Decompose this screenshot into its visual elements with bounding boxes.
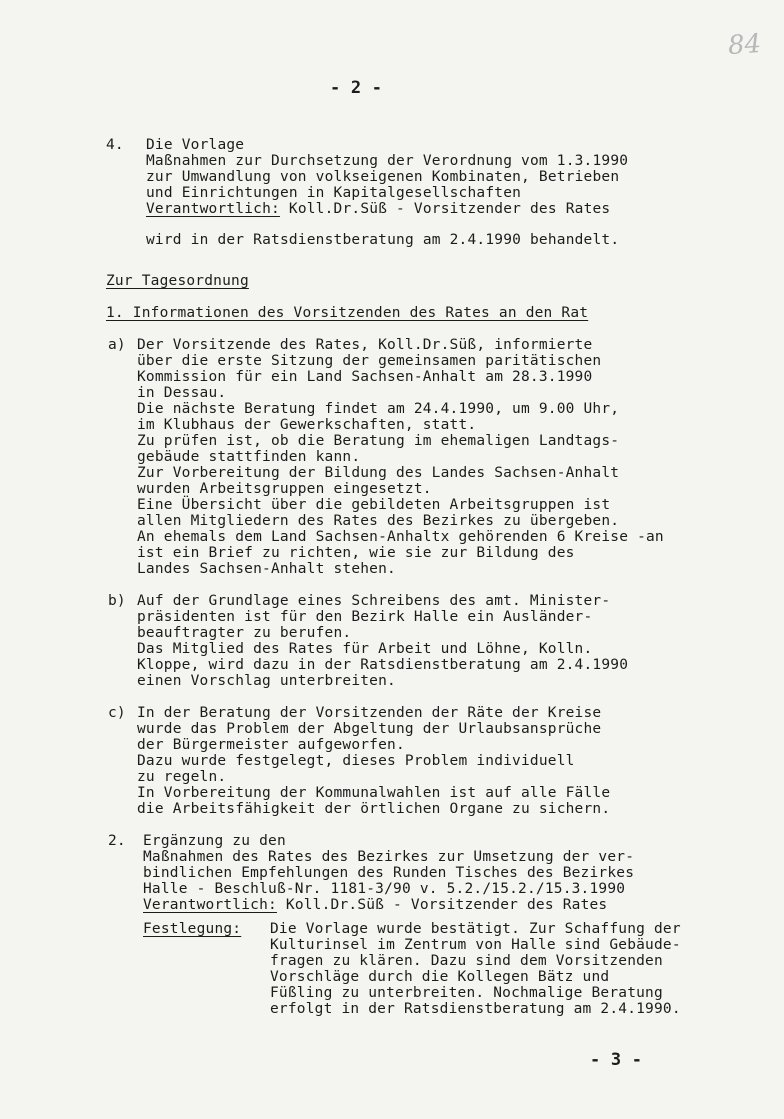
- item-2-line: bindlichen Empfehlungen des Runden Tisches des Bezirkes: [143, 865, 635, 881]
- item-1a-line: im Klubhaus der Gewerkschaften, statt.: [137, 417, 477, 433]
- item-1a-line: in Dessau.: [137, 385, 227, 401]
- item-1b-line: präsidenten ist für den Bezirk Halle ein Ausländer-: [137, 609, 593, 625]
- decision-line: Die Vorlage wurde bestätigt. Zur Schaffung der: [270, 921, 681, 937]
- responsible-label: Verantwortlich:: [146, 201, 280, 217]
- item-1a-line: Zur Vorbereitung der Bildung des Landes Sachsen-Anhalt: [137, 465, 620, 481]
- item-2-number: 2.: [108, 833, 126, 849]
- item-1c-label: c): [108, 705, 126, 721]
- item-1a-line: Die nächste Beratung findet am 24.4.1990, um 9.00 Uhr,: [137, 401, 620, 417]
- item-1a-line: ist ein Brief zu richten, wie sie zur Bildung des: [137, 545, 575, 561]
- item-1b-line: Auf der Grundlage eines Schreibens des amt. Minister-: [137, 593, 611, 609]
- item-2-line: Maßnahmen des Rates des Bezirkes zur Umsetzung der ver-: [143, 849, 635, 865]
- item-4-number: 4.: [106, 137, 124, 153]
- handwritten-page-number: 84: [726, 28, 763, 62]
- page-number-top: - 2 -: [330, 78, 383, 98]
- decision-label: Festlegung:: [143, 921, 242, 937]
- item-1a-line: An ehemals dem Land Sachsen-Anhaltx gehörenden 6 Kreise -an: [137, 529, 664, 545]
- item-1c-line: zu regeln.: [137, 769, 227, 785]
- item-1c-line: die Arbeitsfähigkeit der örtlichen Organe zu sichern.: [137, 801, 611, 817]
- item-4-line: zur Umwandlung von volkseigenen Kombinaten, Betrieben: [146, 169, 620, 185]
- decision-line: fragen zu klären. Dazu sind dem Vorsitzenden: [270, 953, 663, 969]
- agenda-heading: Zur Tagesordnung: [106, 273, 249, 289]
- item-1c-line: wurde das Problem der Abgeltung der Urlaubsansprüche: [137, 721, 602, 737]
- item-1a-line: über die erste Sitzung der gemeinsamen paritätischen: [137, 353, 602, 369]
- item-1b-line: beauftragter zu berufen.: [137, 625, 352, 641]
- item-1-heading: 1. Informationen des Vorsitzenden des Rates an den Rat: [106, 305, 589, 321]
- item-1a-line: Landes Sachsen-Anhalt stehen.: [137, 561, 396, 577]
- item-1a-line: wurden Arbeitsgruppen eingesetzt.: [137, 481, 432, 497]
- item-1a-line: gebäude stattfinden kann.: [137, 449, 361, 465]
- item-4-treated: wird in der Ratsdienstberatung am 2.4.1990 behandelt.: [146, 232, 620, 248]
- item-1a-line: Zu prüfen ist, ob die Beratung im ehemaligen Landtags-: [137, 433, 620, 449]
- item-4-line: Die Vorlage: [146, 137, 245, 153]
- item-1b-line: einen Vorschlag unterbreiten.: [137, 673, 396, 689]
- item-1a-line: allen Mitgliedern des Rates des Bezirkes zu übergeben.: [137, 513, 620, 529]
- decision-line: Vorschläge durch die Kollegen Bätz und: [270, 969, 610, 985]
- item-2-line: Halle - Beschluß-Nr. 1181-3/90 v. 5.2./15.2./15.3.1990: [143, 881, 626, 897]
- responsible-label: Verantwortlich:: [143, 897, 277, 913]
- item-4-line: Maßnahmen zur Durchsetzung der Verordnung vom 1.3.1990: [146, 153, 629, 169]
- item-4-responsible: [146, 201, 610, 217]
- item-2-responsible: [143, 897, 607, 913]
- item-1c-line: In Vorbereitung der Kommunalwahlen ist auf alle Fälle: [137, 785, 611, 801]
- responsible-text: Koll.Dr.Süß - Vorsitzender des Rates: [276, 897, 608, 913]
- decision-line: erfolgt in der Ratsdienstberatung am 2.4.1990.: [270, 1001, 681, 1017]
- item-1a-line: Kommission für ein Land Sachsen-Anhalt am 28.3.1990: [137, 369, 593, 385]
- item-1c-line: In der Beratung der Vorsitzenden der Räte der Kreise: [137, 705, 602, 721]
- item-1a-label: a): [108, 337, 126, 353]
- item-2-line: Ergänzung zu den: [143, 833, 286, 849]
- item-1c-line: der Bürgermeister aufgeworfen.: [137, 737, 405, 753]
- item-1b-label: b): [108, 593, 126, 609]
- page-number-bottom: - 3 -: [590, 1050, 643, 1070]
- item-1c-line: Dazu wurde festgelegt, dieses Problem individuell: [137, 753, 575, 769]
- decision-line: Kulturinsel im Zentrum von Halle sind Gebäude-: [270, 937, 681, 953]
- item-4-line: und Einrichtungen in Kapitalgesellschaften: [146, 185, 522, 201]
- item-1b-line: Das Mitglied des Rates für Arbeit und Löhne, Kolln.: [137, 641, 593, 657]
- item-1b-line: Kloppe, wird dazu in der Ratsdienstberatung am 2.4.1990: [137, 657, 629, 673]
- item-1a-line: Der Vorsitzende des Rates, Koll.Dr.Süß, informierte: [137, 337, 593, 353]
- responsible-text: Koll.Dr.Süß - Vorsitzender des Rates: [279, 201, 611, 217]
- decision-line: Füßling zu unterbreiten. Nochmalige Beratung: [270, 985, 663, 1001]
- item-1a-line: Eine Übersicht über die gebildeten Arbeitsgruppen ist: [137, 497, 611, 513]
